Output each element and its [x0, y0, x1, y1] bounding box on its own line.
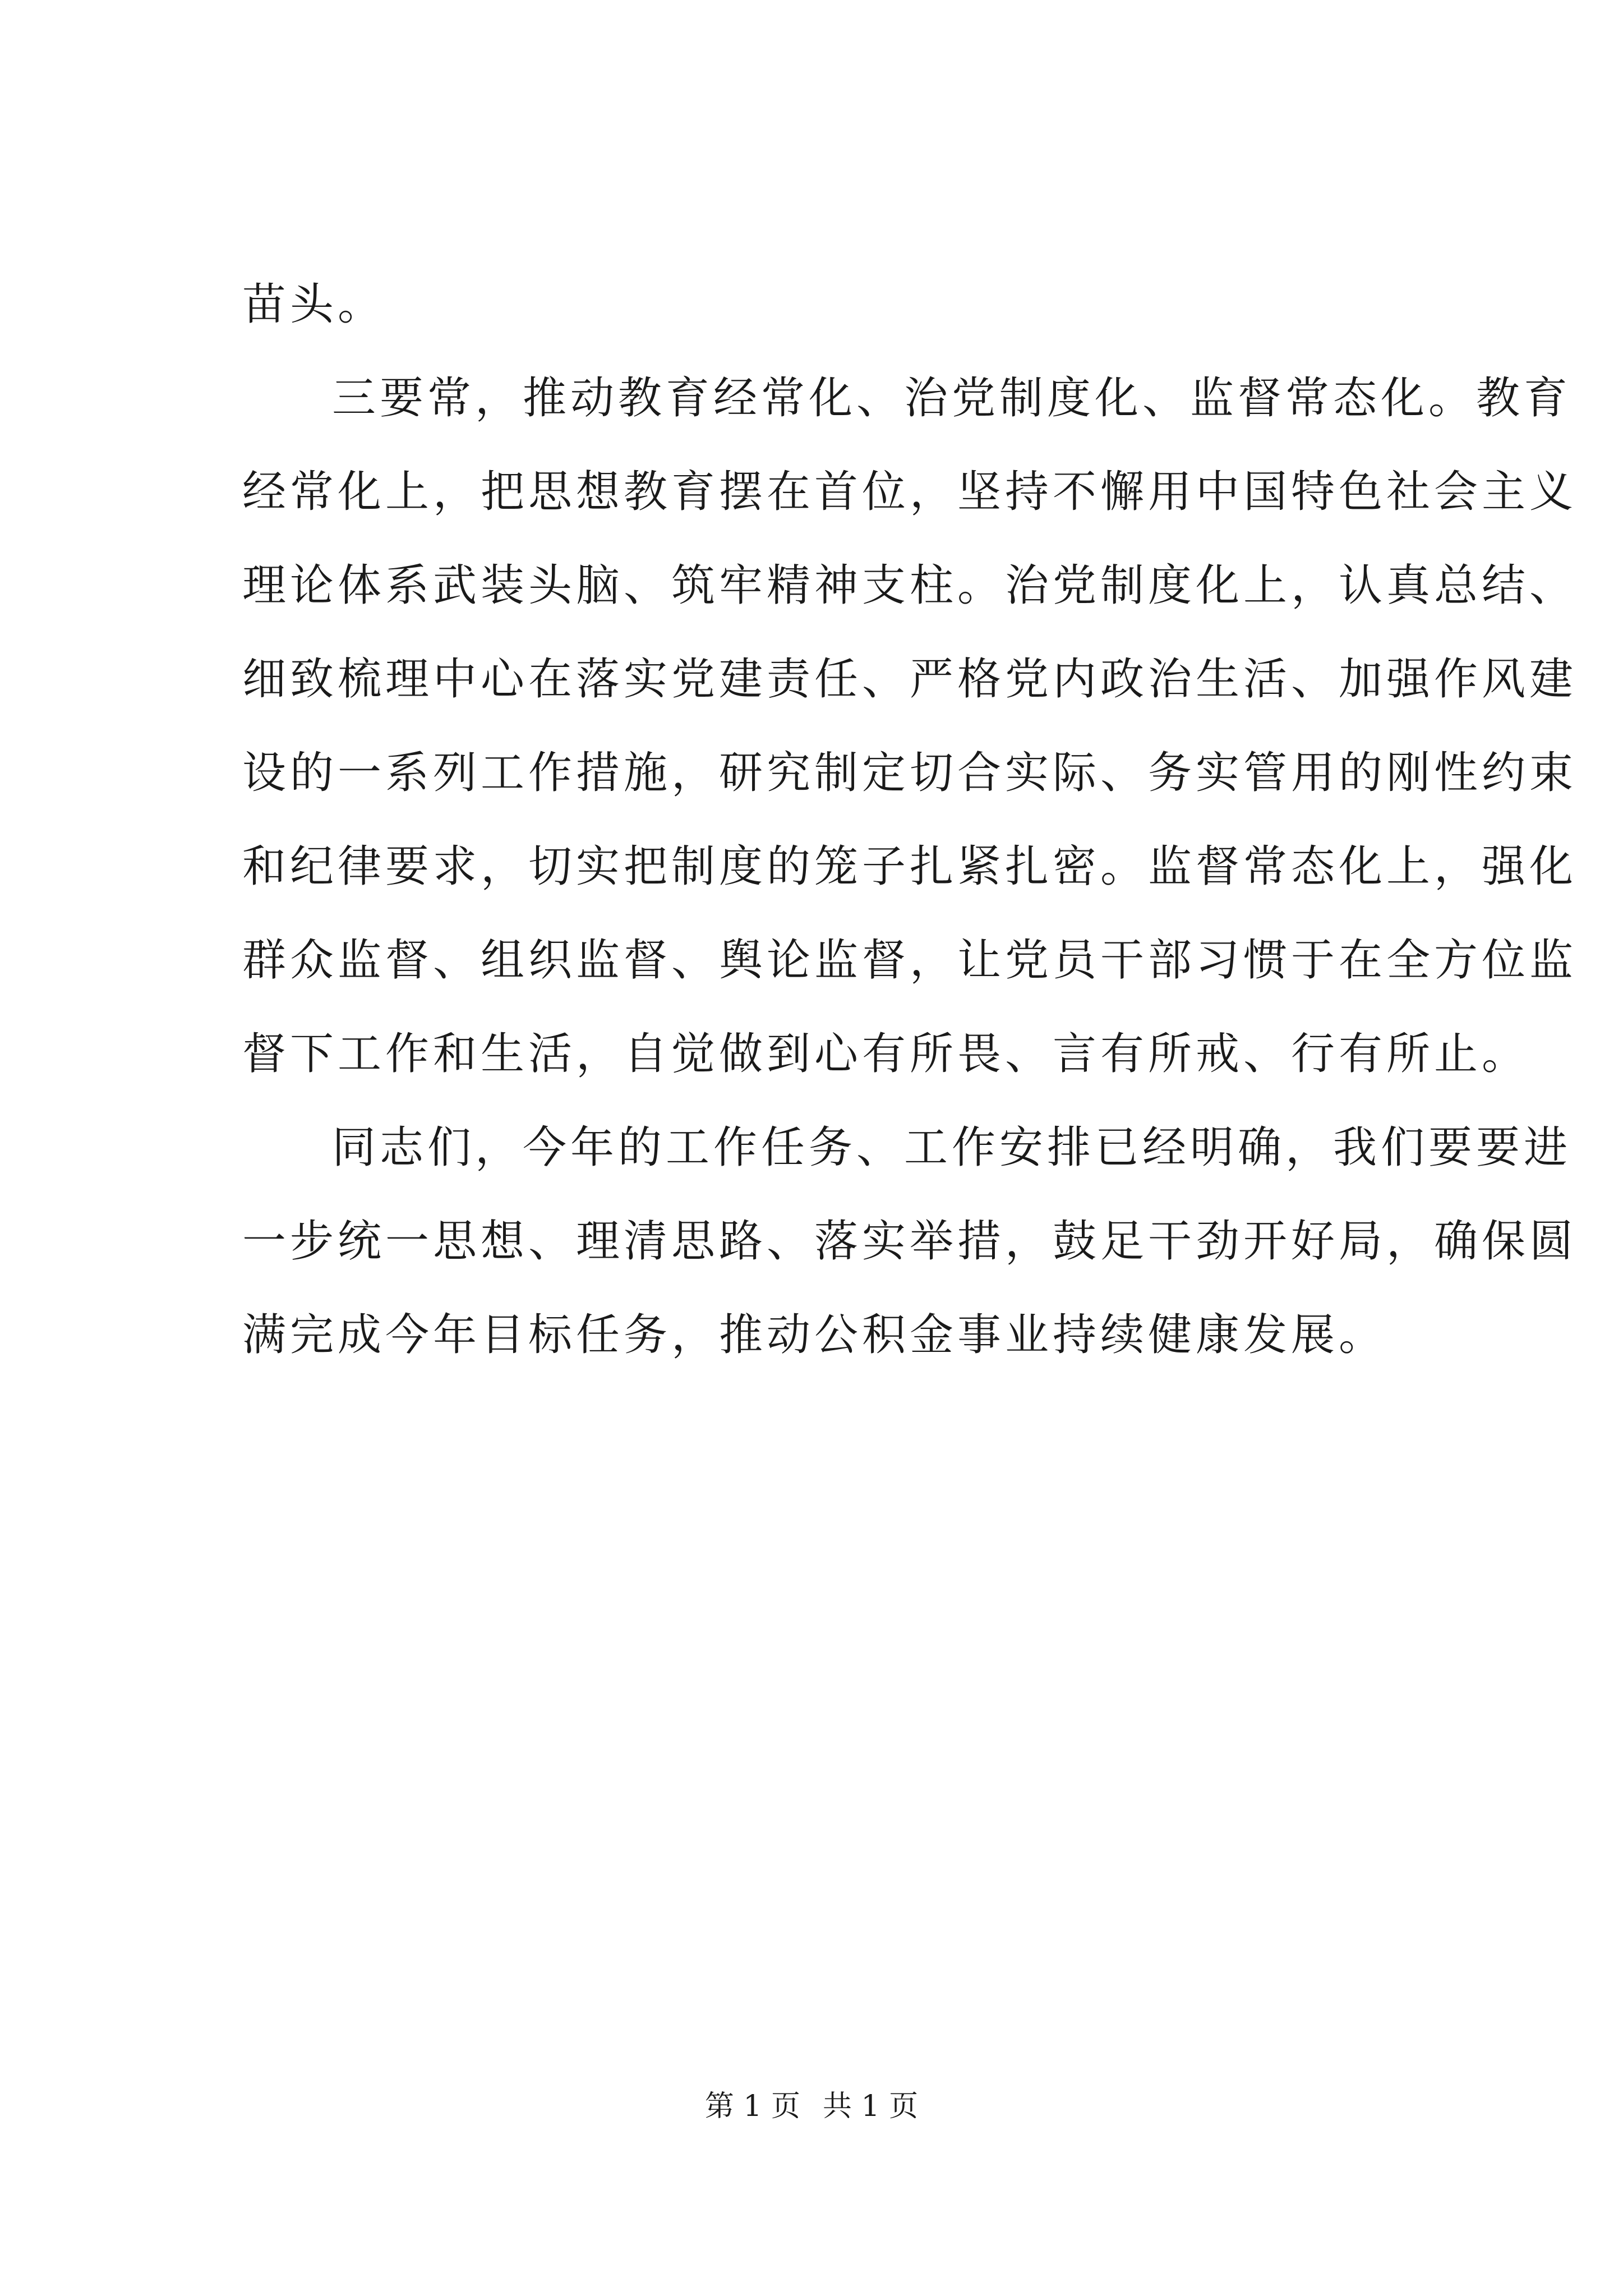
text-line: 一步统一思想、理清思路、落实举措，鼓足干劲开好局，确保圆: [242, 1216, 1578, 1267]
body-text: [242, 258, 1578, 1382]
text-line: 经常化上，把思想教育摆在首位，坚持不懈用中国特色社会主义: [242, 467, 1578, 517]
text-line: 和纪律要求，切实把制度的笼子扎紧扎密。监督常态化上，强化: [242, 841, 1578, 892]
text-line: 设的一系列工作措施，研究制定切合实际、务实管用的刚性约束: [242, 748, 1578, 798]
page-number: 第 1 页: [704, 2090, 800, 2123]
text-line: 满完成今年目标任务，推动公积金事业持续健康发展。: [242, 1310, 1387, 1360]
page-total: 共 1 页: [823, 2090, 919, 2123]
page-footer: [0, 2087, 1623, 2126]
text-line: 细致梳理中心在落实党建责任、严格党内政治生活、加强作风建: [242, 654, 1578, 705]
paragraph-first-line: 三要常，推动教育经常化、治党制度化、监督常态化。教育: [332, 373, 1572, 424]
text-line: 苗头。: [242, 279, 386, 330]
paragraph-first-line: 同志们，今年的工作任务、工作安排已经明确，我们要要进: [332, 1122, 1572, 1173]
text-line: 督下工作和生活，自觉做到心有所畏、言有所戒、行有所止。: [242, 1029, 1530, 1079]
text-line: 理论体系武装头脑、筑牢精神支柱。治党制度化上，认真总结、: [242, 560, 1578, 611]
text-line: 群众监督、组织监督、舆论监督，让党员干部习惯于在全方位监: [242, 935, 1578, 986]
